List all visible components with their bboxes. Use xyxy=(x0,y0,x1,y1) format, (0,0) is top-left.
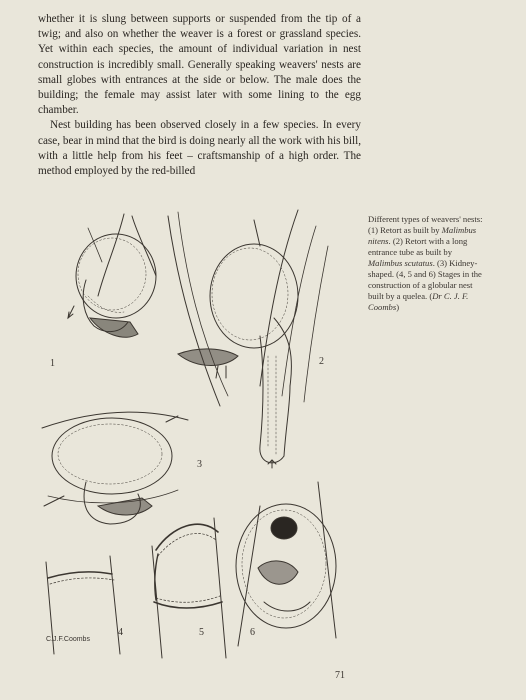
page-number: 71 xyxy=(335,670,345,681)
nest-5-drawing xyxy=(152,518,226,658)
caption-credit: Dr C. J. F. Coombs xyxy=(368,291,469,312)
species-name-2: Malimbus scutatus xyxy=(368,258,433,268)
nest-2-drawing xyxy=(168,210,328,468)
figure-label-2: 2 xyxy=(319,356,324,367)
species-name-1: Malimbus nitens xyxy=(368,225,477,246)
body-text xyxy=(38,12,361,179)
figure-caption xyxy=(368,214,488,313)
paragraph-2: Nest building has been observed closely in a few species. In every case, bear in mind that the bird is doing nearly all the work with his bill, with a little help from his feet – craftsmanship of a high order. The method employed by the red-billed xyxy=(38,119,361,178)
figure-label-1: 1 xyxy=(50,358,55,369)
caption-text-3: . (3) Kidney-shaped. (4, 5 and 6) Stages in the construction of a globular nest built by a quelea. ( xyxy=(368,258,482,301)
caption-text-2: . (2) Retort with a long entrance tube as built by xyxy=(368,236,468,257)
nest-6-drawing xyxy=(236,482,336,646)
caption-text-1: (1) Retort as built by xyxy=(368,225,442,235)
nest-1-drawing xyxy=(68,214,156,337)
figure-label-5: 5 xyxy=(199,627,204,638)
caption-heading: Different types of weavers' nests: xyxy=(368,214,483,224)
nest-3-drawing xyxy=(42,412,188,524)
caption-text-4: ) xyxy=(396,302,400,312)
figure-label-6: 6 xyxy=(250,627,255,638)
figure-label-3: 3 xyxy=(197,459,202,470)
nest-illustration xyxy=(28,206,348,668)
artist-signature: C.J.F.Coombs xyxy=(46,636,90,643)
figure-label-4: 4 xyxy=(118,627,123,638)
paragraph-1: whether it is slung between supports or suspended from the tip of a twig; and also on whether the weaver is a forest or grassland species. Yet within each species, the amount of individual variation in nest construction is incredibly small. Generally speaking weavers' nests are small globes with entrances at the side or below. The male does the building; the female may assist later with some lining to the egg chamber. xyxy=(38,13,361,117)
